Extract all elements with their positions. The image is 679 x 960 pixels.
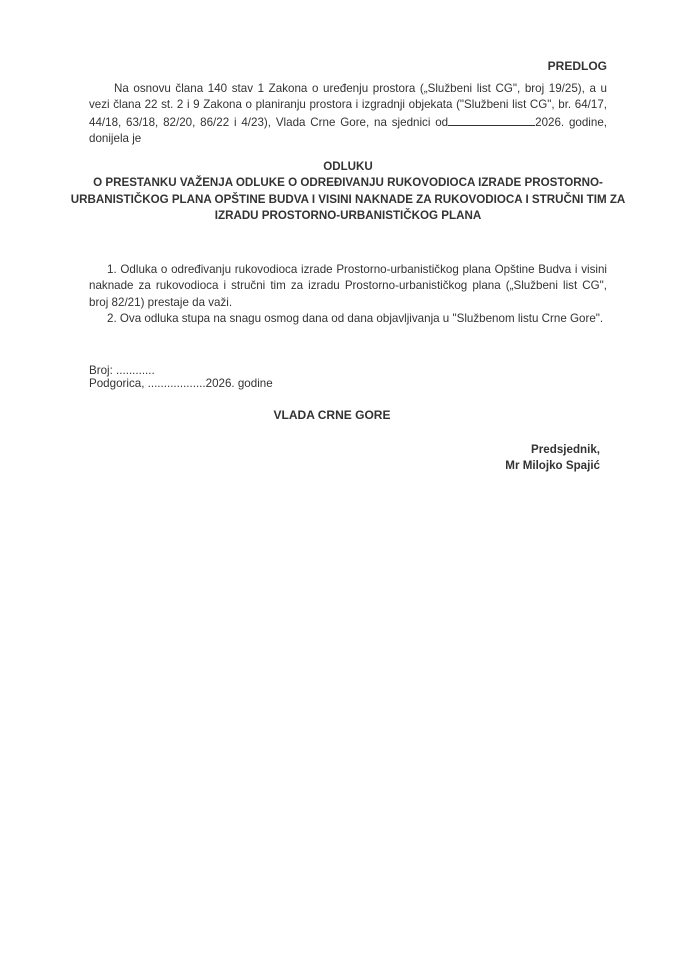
reference-number: Broj: ............ — [89, 364, 155, 377]
place-and-date: Podgorica, ..................2026. godine — [89, 377, 273, 390]
decision-title-block — [70, 159, 626, 224]
preamble-paragraph — [89, 81, 607, 147]
proposal-label: PREDLOG — [547, 59, 607, 73]
decision-title: O PRESTANKU VAŽENJA ODLUKE O ODREĐIVANJU RUKOVODIOCA IZRADE PROSTORNO- URBANISTIČKOG PLANA OPŠTINE BUDVA I VISINI NAKNADE ZA RUKOVODIOCA I STRUČNI TIM ZA IZRADU PROSTORNO-URBANISTIČKOG PLANA — [70, 176, 626, 222]
decision-heading: ODLUKU — [323, 160, 373, 173]
signer-title: Predsjednik, — [531, 443, 600, 456]
preamble-text: Na osnovu člana 140 stav 1 Zakona o uređenju prostora („Službeni list CG", broj 19/25), a u vezi člana 22 st. 2 i 9 Zakona o planiranju prostora i izgradnji objekata ("Službeni list CG", br. 64/17, 44/18, 63/18, 82/20, 86/22 i 4/23), Vlada Crne Gore, na sjednici od — [89, 82, 607, 129]
decision-items — [89, 262, 607, 327]
government-name: VLADA CRNE GORE — [273, 408, 391, 422]
signer-name: Mr Milojko Spajić — [505, 459, 600, 473]
decision-item-2: 2. Ova odluka stupa na snagu osmog dana od dana objavljivanja u "Službenom listu Crne Gore". — [107, 311, 604, 325]
preamble-text-end: 2026. godine, donijela je — [89, 115, 607, 145]
date-blank-line — [448, 114, 535, 126]
decision-item-1: 1. Odluka o određivanju rukovodioca izrade Prostorno-urbanističkog plana Opštine Budva i visini naknade za rukovodioca i stručni tim za izradu Prostorno-urbanističkog plana („Službeni list CG", broj 82/21) prestaje da važi. — [89, 263, 607, 309]
signature-block — [480, 442, 600, 475]
